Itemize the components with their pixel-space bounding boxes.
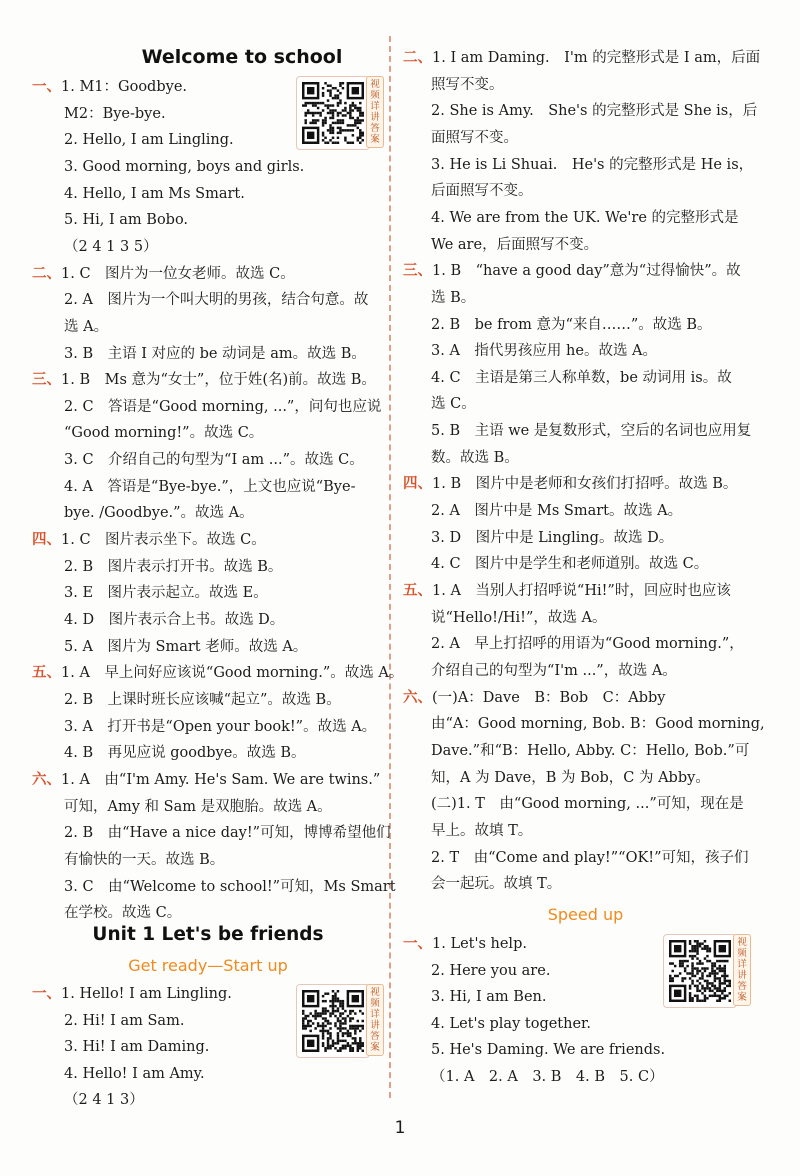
- answer-line: [403, 934, 527, 954]
- section-subtitle-speed-up: Speed up: [547, 905, 624, 924]
- page-number: 1: [394, 1118, 406, 1138]
- answer-text: (二)1. T 由“Good morning, ...”可知，现在是: [431, 796, 744, 813]
- answer-text: 会一起玩。故填 T。: [431, 876, 562, 893]
- answer-line: [431, 714, 765, 734]
- unit-title: Unit 1 Let's be friends: [92, 924, 324, 945]
- answer-text: 3. A 打开书是“Open your book!”。故选 A。: [64, 718, 377, 735]
- qr-video-label: 视频详讲答案: [733, 934, 751, 1006]
- answer-line: [431, 661, 677, 681]
- answer-line: [431, 448, 519, 468]
- answer-text: M2：Bye-bye.: [64, 105, 166, 122]
- answer-line: [64, 1090, 144, 1110]
- question-number: 五、: [403, 583, 432, 599]
- answer-line: [431, 128, 518, 148]
- answer-line: [431, 634, 744, 654]
- question-number: 三、: [403, 263, 432, 280]
- answer-line: [431, 987, 546, 1007]
- answer-text: 知，A 为 Dave，B 为 Bob，C 为 Abby。: [431, 769, 710, 786]
- answer-text: 可知，Amy 和 Sam 是双胞胎。故选 A。: [64, 798, 332, 815]
- answer-line: [64, 850, 224, 870]
- answer-line: [64, 1064, 205, 1084]
- answer-text: 2. She is Amy. She's 的完整形式是 She is，后: [431, 103, 758, 120]
- answer-line: [64, 237, 158, 257]
- qr-video-label: 视频详讲答案: [366, 76, 384, 148]
- answer-line: [431, 394, 476, 414]
- answer-line: [64, 317, 108, 337]
- answer-line: [64, 104, 166, 124]
- answer-text: 3. Hi, I am Ben.: [431, 989, 547, 1005]
- answer-text: 3. A 指代男孩应用 he。故选 A。: [431, 343, 658, 360]
- answer-text: 2. Hello, I am Lingling.: [64, 132, 234, 149]
- answer-line: [431, 608, 606, 628]
- answer-line: [64, 823, 391, 843]
- answer-line: [403, 474, 737, 494]
- answer-text: 1. A 早上问好应该说“Good morning.”。故选 A。: [61, 665, 404, 682]
- answer-text: 3. C 介绍自己的句型为“I am ...”。故选 C。: [64, 452, 364, 469]
- answer-line: [431, 235, 598, 255]
- answer-line: [431, 821, 532, 841]
- answer-text: 5. He's Daming. We are friends.: [431, 1042, 666, 1058]
- question-number: 一、: [403, 936, 432, 952]
- answer-line: [32, 530, 266, 550]
- answer-text: 3. Good morning, boys and girls.: [64, 158, 305, 175]
- answer-text: 2. A 早上打招呼的用语为“Good morning.”，: [431, 636, 744, 653]
- answer-line: [64, 877, 396, 897]
- question-number: 六、: [403, 689, 432, 706]
- answer-line: [64, 503, 254, 523]
- answer-text: 3. Hi! I am Daming.: [64, 1039, 210, 1055]
- answer-line: [431, 961, 550, 981]
- answer-text: 2. T 由“Come and play!”“OK!”可知，孩子们: [431, 849, 749, 866]
- answer-text: 面照写不变。: [431, 129, 518, 146]
- answer-line: [64, 477, 355, 497]
- answer-text: 2. A 图片中是 Ms Smart。故选 A。: [431, 503, 683, 520]
- answer-line: [64, 450, 364, 470]
- answer-text: 2. B be from 意为“来自……”。故选 B。: [431, 316, 712, 333]
- answer-text: 1. Hello! I am Lingling.: [61, 986, 232, 1002]
- answer-line: [403, 48, 760, 68]
- answer-line: [64, 1011, 184, 1031]
- answer-text: We are，后面照写不变。: [431, 236, 599, 253]
- answer-text: 由“A：Good morning, Bob. B：Good morning,: [431, 716, 765, 733]
- answer-text: 1. B “have a good day”意为“过得愉快”。故: [432, 263, 741, 280]
- answer-text: 选 C。: [431, 396, 476, 413]
- question-number: 六、: [32, 771, 61, 788]
- answer-line: [431, 181, 533, 201]
- section-subtitle-get-ready: Get ready—Start up: [128, 956, 288, 975]
- qr-code-icon[interactable]: [663, 934, 737, 1008]
- answer-line: [431, 315, 712, 335]
- answer-text: 4. Hello, I am Ms Smart.: [64, 185, 245, 202]
- answer-line: [64, 743, 306, 763]
- answer-line: [431, 501, 682, 521]
- answer-text: (一)A：Dave B：Bob C：Abby: [432, 689, 666, 706]
- question-number: 二、: [403, 50, 432, 66]
- answer-line: [64, 397, 381, 417]
- answer-text: 2. Here you are.: [431, 962, 551, 979]
- answer-text: 2. A 图片为一个叫大明的男孩，结合句意。故: [64, 292, 369, 309]
- answer-text: 4. We are from the UK. We're 的完整形式是: [431, 209, 739, 226]
- answer-line: [64, 797, 332, 817]
- answer-line: [431, 421, 751, 441]
- answer-line: [431, 1040, 665, 1060]
- answer-line: [64, 157, 304, 177]
- answer-line: [32, 77, 187, 97]
- answer-text: 5. B 主语 we 是复数形式，空后的名词也应用复: [431, 423, 752, 440]
- answer-text: （2 4 1 3）: [64, 1092, 144, 1108]
- answer-text: 在学校。故选 C。: [64, 905, 182, 922]
- answer-text: 3. C 由“Welcome to school!”可知，Ms Smart: [64, 878, 396, 895]
- answer-line: [431, 768, 710, 788]
- answer-line: [431, 528, 673, 548]
- answer-line: [64, 637, 307, 657]
- answer-text: 4. C 图片中是学生和老师道别。故选 C。: [431, 556, 709, 573]
- answer-line: [32, 770, 380, 790]
- answer-text: 4. D 图片表示合上书。故选 D。: [64, 612, 285, 628]
- answer-text: （2 4 1 3 5）: [64, 238, 158, 255]
- answer-text: 1. M1：Goodbye.: [61, 79, 188, 95]
- column-divider: [389, 36, 391, 1098]
- qr-code-icon[interactable]: [296, 76, 370, 150]
- answer-line: [64, 610, 284, 630]
- answer-line: [64, 717, 376, 737]
- answer-text: 数。故选 B。: [431, 449, 519, 466]
- answer-text: 选 A。: [64, 318, 109, 335]
- answer-text: 介绍自己的句型为“I'm ...”，故选 A。: [431, 662, 677, 679]
- answer-text: 1. B Ms 意为“女士”，位于姓(名)前。故选 B。: [61, 372, 376, 389]
- question-number: 一、: [32, 79, 61, 95]
- answer-text: 3. E 图片表示起立。故选 E。: [64, 585, 268, 602]
- answer-line: [64, 583, 268, 603]
- answer-line: [64, 690, 341, 710]
- answer-text: 4. A 答语是“Bye-bye.”，上文也应说“Bye-: [64, 478, 356, 495]
- answer-line: [64, 290, 368, 310]
- answer-text: 说“Hello!/Hi!”，故选 A。: [431, 609, 607, 626]
- answer-text: bye. /Goodbye.”。故选 A。: [64, 505, 254, 522]
- answer-line: [64, 210, 188, 230]
- answer-line: [403, 261, 741, 281]
- answer-text: “Good morning!”。故选 C。: [64, 425, 264, 442]
- answer-text: 3. D 图片中是 Lingling。故选 D。: [431, 529, 674, 546]
- answer-text: （1. A 2. A 3. B 4. B 5. C）: [431, 1068, 664, 1085]
- answer-line: [64, 423, 263, 443]
- answer-text: 1. Let's help.: [432, 936, 527, 952]
- answer-text: 1. I am Daming. I'm 的完整形式是 I am，后面: [432, 50, 761, 66]
- answer-text: 有愉快的一天。故选 B。: [64, 851, 225, 868]
- answer-text: 1. C 图片表示坐下。故选 C。: [61, 532, 266, 549]
- question-number: 四、: [32, 532, 61, 549]
- answer-text: 4. Hello! I am Amy.: [64, 1065, 205, 1082]
- question-number: 四、: [403, 476, 432, 493]
- answer-line: [431, 741, 749, 761]
- answer-text: 1. B 图片中是老师和女孩们打招呼。故选 B。: [432, 476, 738, 493]
- question-number: 五、: [32, 665, 61, 682]
- question-number: 二、: [32, 265, 61, 282]
- answer-line: [431, 288, 475, 308]
- answer-line: [64, 903, 181, 923]
- qr-video-label: 视频详讲答案: [366, 984, 384, 1056]
- answer-text: 4. Let's play together.: [431, 1015, 591, 1032]
- answer-line: [64, 557, 282, 577]
- answer-line: [431, 874, 561, 894]
- answer-text: 2. B 上课时班长应该喊“起立”。故选 B。: [64, 691, 341, 708]
- answer-text: 2. B 由“Have a nice day!”可知，博博希望他们: [64, 825, 391, 842]
- question-number: 三、: [32, 372, 61, 389]
- answer-line: [403, 581, 731, 601]
- answer-text: 3. He is Li Shuai. He's 的完整形式是 He is，: [431, 156, 754, 173]
- answer-text: 3. B 主语 I 对应的 be 动词是 am。故选 B。: [64, 345, 366, 362]
- section-title-welcome: Welcome to school: [141, 46, 343, 68]
- answer-text: 2. Hi! I am Sam.: [64, 1012, 185, 1029]
- answer-line: [64, 1037, 209, 1057]
- answer-text: 照写不变。: [431, 76, 504, 93]
- answer-text: 2. B 图片表示打开书。故选 B。: [64, 558, 283, 575]
- answer-line: [431, 848, 749, 868]
- answer-text: 1. A 当别人打招呼说“Hi!”时，回应时也应该: [432, 583, 731, 599]
- answer-text: 早上。故填 T。: [431, 822, 533, 839]
- answer-line: [431, 1014, 591, 1034]
- answer-text: 选 B。: [431, 289, 476, 306]
- answer-text: 1. C 图片为一位女老师。故选 C。: [61, 265, 295, 282]
- answer-line: [64, 184, 245, 204]
- answer-text: 1. A 由“I'm Amy. He's Sam. We are twins.”: [61, 771, 381, 788]
- answer-line: [431, 341, 657, 361]
- answer-line: [64, 130, 234, 150]
- answer-line: [32, 370, 376, 390]
- answer-line: [431, 75, 504, 95]
- answer-line: [431, 1067, 664, 1087]
- qr-code-icon[interactable]: [296, 984, 370, 1058]
- answer-text: 4. C 主语是第三人称单数，be 动词用 is。故: [431, 369, 732, 386]
- answer-line: [431, 368, 732, 388]
- answer-text: 5. A 图片为 Smart 老师。故选 A。: [64, 638, 308, 655]
- answer-line: [431, 794, 744, 814]
- answer-text: Dave.”和“B：Hello, Abby. C：Hello, Bob.”可: [431, 742, 750, 759]
- answer-line: [403, 688, 665, 708]
- answer-line: [431, 101, 757, 121]
- answer-text: 后面照写不变。: [431, 183, 533, 200]
- question-number: 一、: [32, 986, 61, 1002]
- answer-line: [431, 155, 753, 175]
- answer-line: [431, 208, 739, 228]
- answer-line: [32, 984, 232, 1004]
- answer-text: 2. C 答语是“Good morning, ...”，问句也应说: [64, 398, 382, 415]
- answer-line: [431, 554, 708, 574]
- answer-text: 5. Hi, I am Bobo.: [64, 212, 189, 229]
- answer-text: 4. B 再见应说 goodbye。故选 B。: [64, 745, 306, 762]
- answer-line: [32, 264, 295, 284]
- answer-line: [32, 663, 403, 683]
- answer-line: [64, 344, 366, 364]
